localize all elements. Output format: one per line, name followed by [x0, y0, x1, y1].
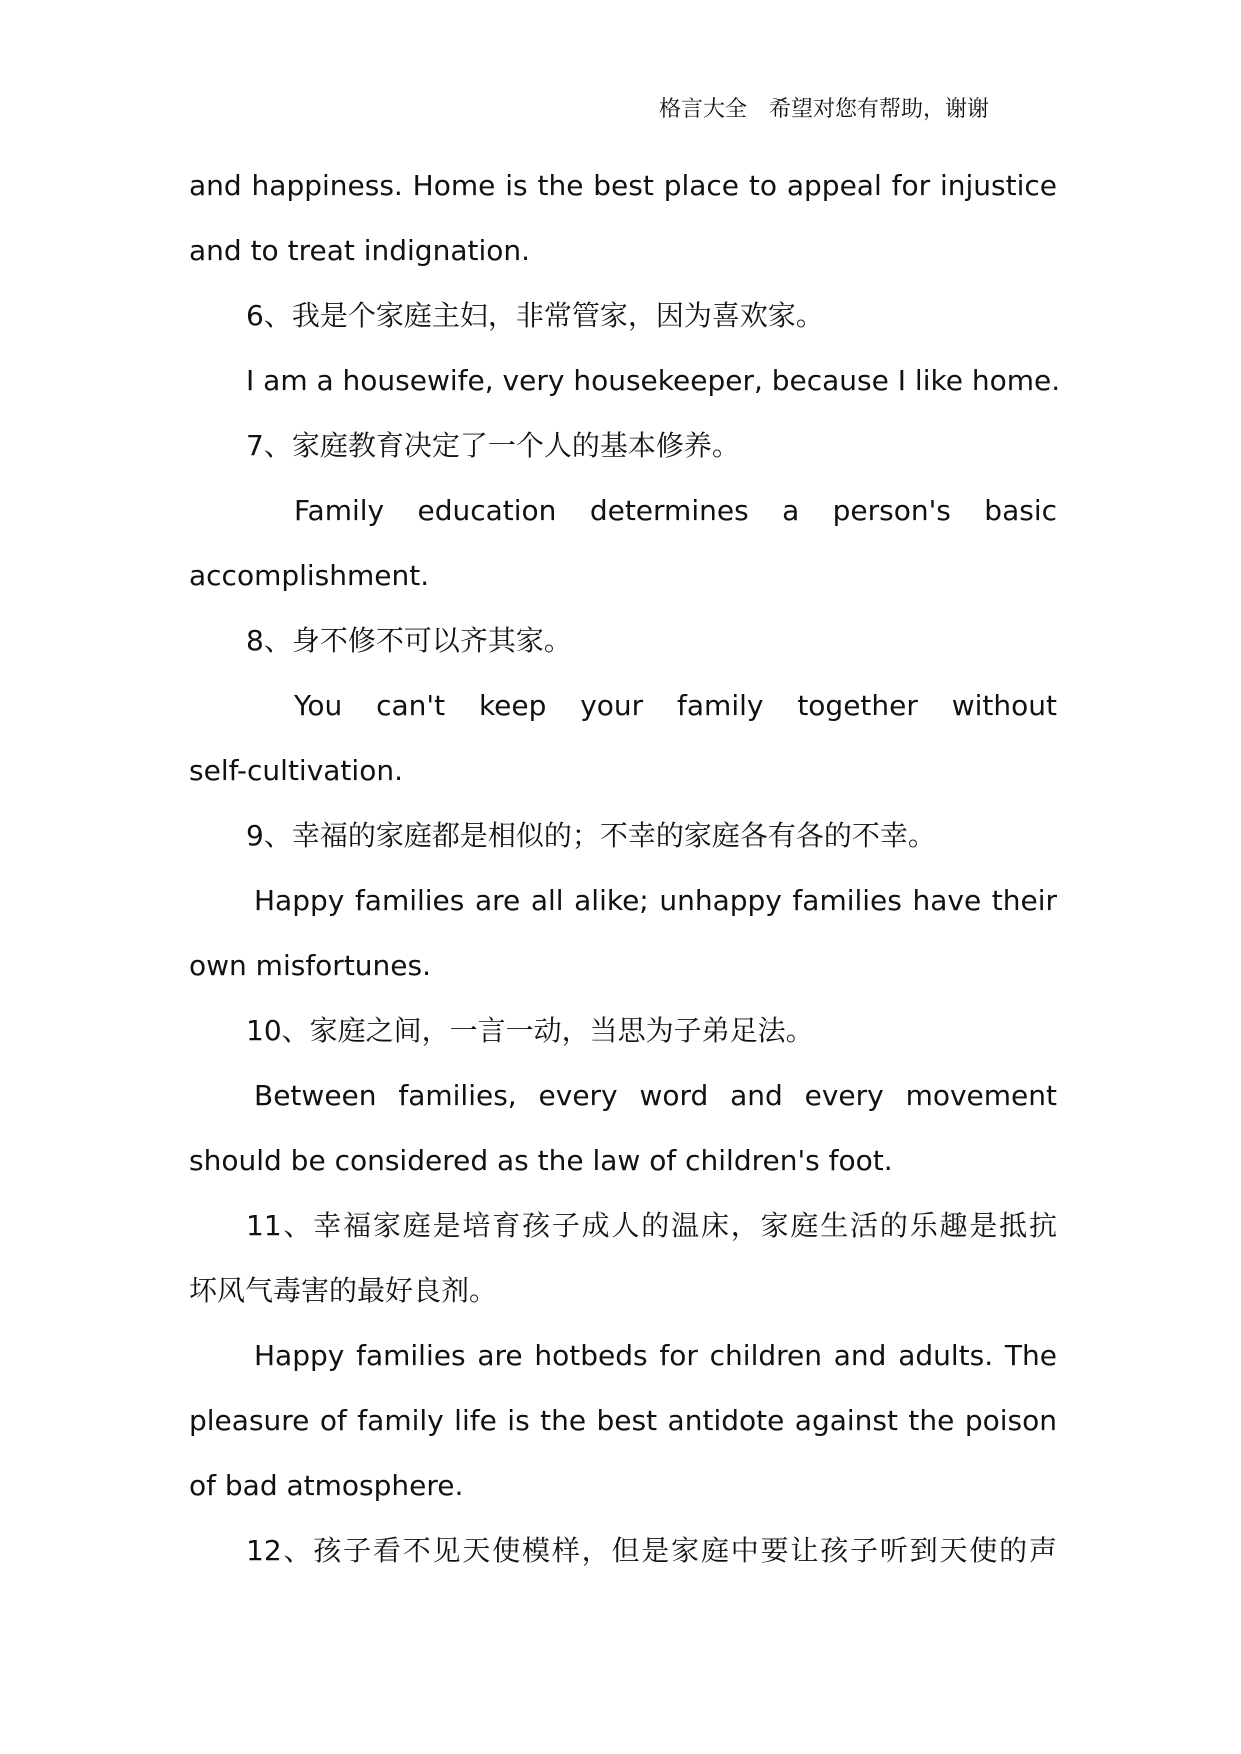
- quote-number-line: 10、家庭之间，一言一动，当思为子弟足法。: [246, 1014, 814, 1047]
- header-title: 格言大全: [659, 97, 748, 122]
- header-subtitle: 希望对您有帮助，谢谢: [769, 97, 990, 122]
- text-line: of bad atmosphere.: [189, 1469, 464, 1502]
- text-line: own misfortunes.: [189, 949, 432, 982]
- quote-number-line: 12、孩子看不见天使模样，但是家庭中要让孩子听到天使的声: [246, 1534, 1057, 1567]
- page-header: [659, 92, 989, 128]
- text-line: Between families, every word and every movement: [254, 1079, 1057, 1112]
- text-line: self-cultivation.: [189, 754, 403, 787]
- quote-number-line: 6、我是个家庭主妇，非常管家，因为喜欢家。: [246, 299, 824, 332]
- quote-number-line: 8、身不修不可以齐其家。: [246, 624, 572, 657]
- text-line: Happy families are all alike; unhappy families have their: [254, 884, 1057, 917]
- text-line: should be considered as the law of children's foot.: [189, 1144, 893, 1177]
- quote-number-line: 9、幸福的家庭都是相似的；不幸的家庭各有各的不幸。: [246, 819, 936, 852]
- text-line: accomplishment.: [189, 559, 430, 592]
- text-line: 坏风气毒害的最好良剂。: [189, 1274, 498, 1307]
- text-line: Happy families are hotbeds for children and adults. The: [254, 1339, 1057, 1372]
- text-line: You can't keep your family together without: [294, 689, 1057, 722]
- quote-number-line: 7、家庭教育决定了一个人的基本修养。: [246, 429, 740, 462]
- text-line: and happiness. Home is the best place to appeal for injustice: [189, 169, 1057, 202]
- document-body: [189, 153, 1061, 1583]
- text-line: pleasure of family life is the best antidote against the poison: [189, 1404, 1057, 1437]
- text-line: I am a housewife, very housekeeper, because I like home.: [246, 364, 1061, 397]
- text-line: Family education determines a person's basic: [294, 494, 1057, 527]
- quote-number-line: 11、幸福家庭是培育孩子成人的温床，家庭生活的乐趣是抵抗: [246, 1209, 1057, 1242]
- text-line: and to treat indignation.: [189, 234, 531, 267]
